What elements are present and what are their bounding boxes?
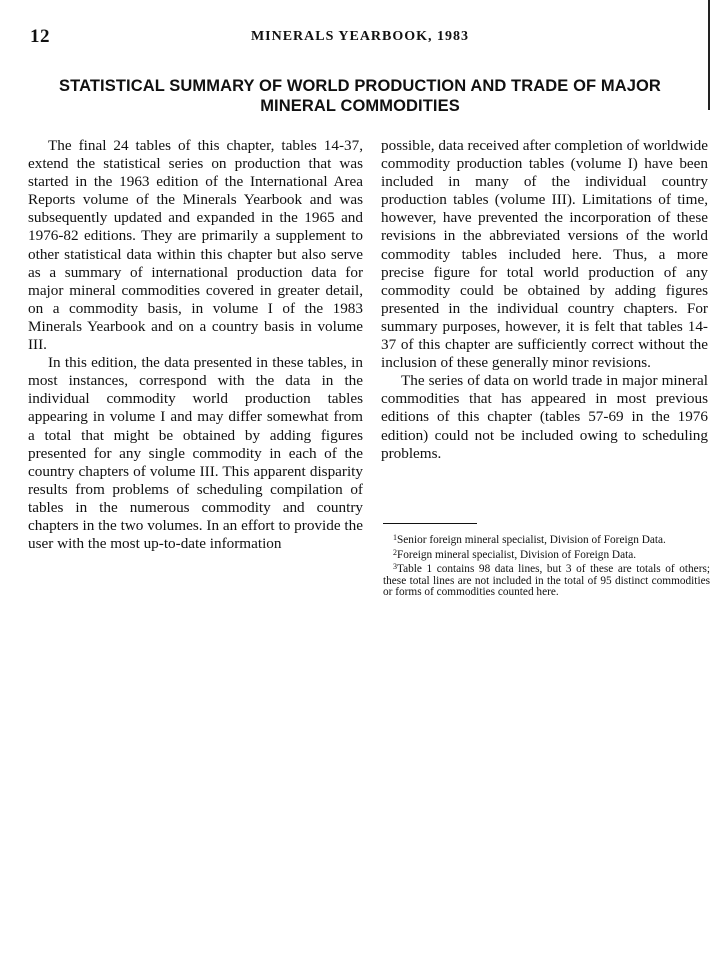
page-edge-line	[708, 0, 710, 110]
footnotes	[383, 532, 710, 599]
body-paragraph-1: The final 24 tables of this chapter, tables 14-37, extend the statistical series on production that was started in the 1963 edition of the International Area Reports volume of the Minerals Yearbook and was subsequently updated and expanded in the 1965 and 1976-82 editions. They are primarily a supplement to other statistical data within this chapter but also serve as a summary of international production data for major mineral commodities covered in greater detail, on a commodity basis, in volume I of the 1983 Minerals Yearbook and on a country basis in volume III.	[28, 137, 363, 354]
section-title-line-2: MINERAL COMMODITIES	[260, 97, 460, 115]
body-paragraph-4: The series of data on world trade in major mineral commodities that has appeared in most previous editions of this chapter (tables 57-69 in the 1976 edition) could not be included owing to scheduling problems.	[381, 372, 708, 462]
footnote-1	[383, 532, 710, 547]
footnote-2-text: Foreign mineral specialist, Division of Foreign Data.	[397, 548, 637, 561]
body-paragraph-2: In this edition, the data presented in these tables, in most instances, correspond with the data in the individual commodity world production tables appearing in volume I and may differ somewhat from a total that might be obtained by adding figures presented for any single commodity in each of the country chapters of volume III. This apparent disparity results from problems of scheduling compilation of tables in the numerous commodity and country chapters in the two volumes. In an effort to provide the user with the most up-to-date information	[28, 354, 363, 553]
footnote-3-text: Table 1 contains 98 data lines, but 3 of these are totals of others; these total lines are not included in the total of 95 distinct commodities or forms of commodities counted here.	[383, 563, 710, 598]
section-title	[30, 76, 690, 116]
page-number: 12	[30, 26, 50, 47]
footnote-rule	[383, 523, 477, 524]
footnote-2-mark: 2	[393, 547, 397, 557]
footnote-2	[383, 547, 710, 562]
footnote-3	[383, 561, 710, 599]
footnote-1-text: Senior foreign mineral specialist, Division of Foreign Data.	[397, 534, 666, 546]
footnote-3-mark: 3	[393, 562, 397, 571]
right-column	[381, 137, 708, 463]
page-header	[30, 26, 690, 50]
body-paragraph-3: possible, data received after completion of worldwide commodity production tables (volume I) have been included in many of the individual country production tables (volume III). Limitations of time, however, have prevented the incorporation of these revisions in the abbreviated versions of the world commodity tables included here. Thus, a more precise figure for total world production of any commodity could be obtained by adding figures presented in the individual country chapters. For summary purposes, however, it is felt that tables 14-37 of this chapter are sufficiently correct without the inclusion of these generally minor revisions.	[381, 137, 708, 372]
section-title-line-1: STATISTICAL SUMMARY OF WORLD PRODUCTION AND TRADE OF MAJOR	[59, 77, 661, 95]
footnote-1-mark: 1	[393, 533, 397, 542]
left-column	[28, 137, 363, 553]
running-head: MINERALS YEARBOOK, 1983	[250, 29, 470, 44]
